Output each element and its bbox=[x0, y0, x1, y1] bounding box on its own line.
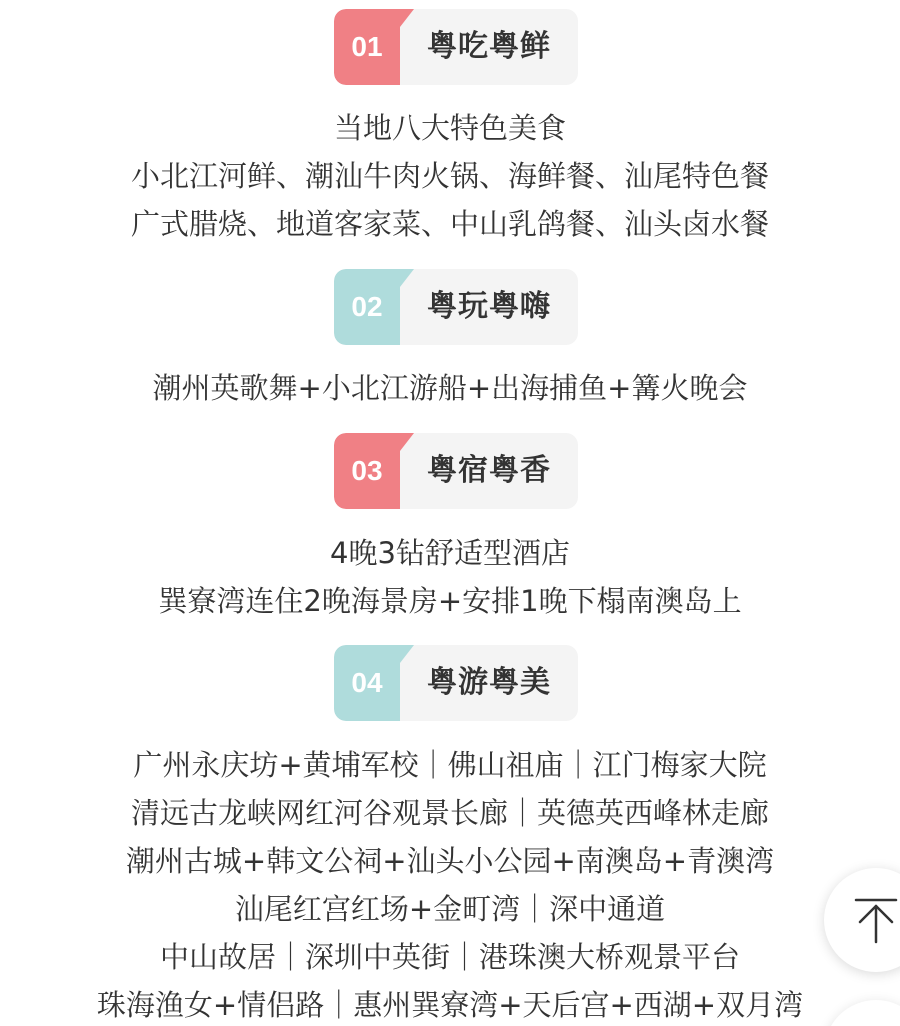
section-text-line: 广式腊烧、地道客家菜、中山乳鸽餐、汕头卤水餐 bbox=[130, 207, 769, 241]
section-number-badge: 04 bbox=[334, 645, 400, 721]
section-title: 粤吃粤鲜 bbox=[427, 29, 551, 64]
section-header-01 bbox=[334, 9, 578, 85]
section-number-badge: 03 bbox=[334, 433, 400, 509]
section-body-04 bbox=[0, 741, 900, 1026]
section-body-02 bbox=[0, 364, 900, 412]
section-text-line: 潮州英歌舞+小北江游船+出海捕鱼+篝火晚会 bbox=[152, 371, 748, 405]
section-text-line: 小北江河鲜、潮汕牛肉火锅、海鲜餐、汕尾特色餐 bbox=[130, 159, 769, 193]
section-header-03 bbox=[334, 433, 578, 509]
section-title: 粤玩粤嗨 bbox=[427, 289, 551, 324]
section-text-line: 4晚3钻舒适型酒店 bbox=[330, 536, 570, 570]
section-title: 粤游粤美 bbox=[427, 665, 551, 700]
section-body-01 bbox=[0, 104, 900, 248]
section-text-line: 当地八大特色美食 bbox=[333, 111, 566, 145]
section-text-line: 汕尾红宫红场+金町湾｜深中通道 bbox=[234, 892, 666, 926]
section-body-03 bbox=[0, 529, 900, 625]
section-text-line: 广州永庆坊+黄埔军校｜佛山祖庙｜江门梅家大院 bbox=[133, 748, 767, 782]
section-number-badge: 01 bbox=[334, 9, 400, 85]
section-title: 粤宿粤香 bbox=[427, 453, 551, 488]
section-text-line: 巽寮湾连住2晚海景房+安排1晚下榻南澳岛上 bbox=[158, 584, 742, 618]
section-text-line: 清远古龙峡网红河谷观景长廊｜英德英西峰林走廊 bbox=[130, 796, 769, 830]
section-header-04 bbox=[334, 645, 578, 721]
section-number-badge: 02 bbox=[334, 269, 400, 345]
section-text-line: 潮州古城+韩文公祠+汕头小公园+南澳岛+青澳湾 bbox=[125, 844, 775, 878]
section-text-line: 中山故居｜深圳中英街｜港珠澳大桥观景平台 bbox=[159, 940, 740, 974]
section-header-02 bbox=[334, 269, 578, 345]
section-text-line: 珠海渔女+情侣路｜惠州巽寮湾+天后宫+西湖+双月湾 bbox=[96, 988, 804, 1022]
